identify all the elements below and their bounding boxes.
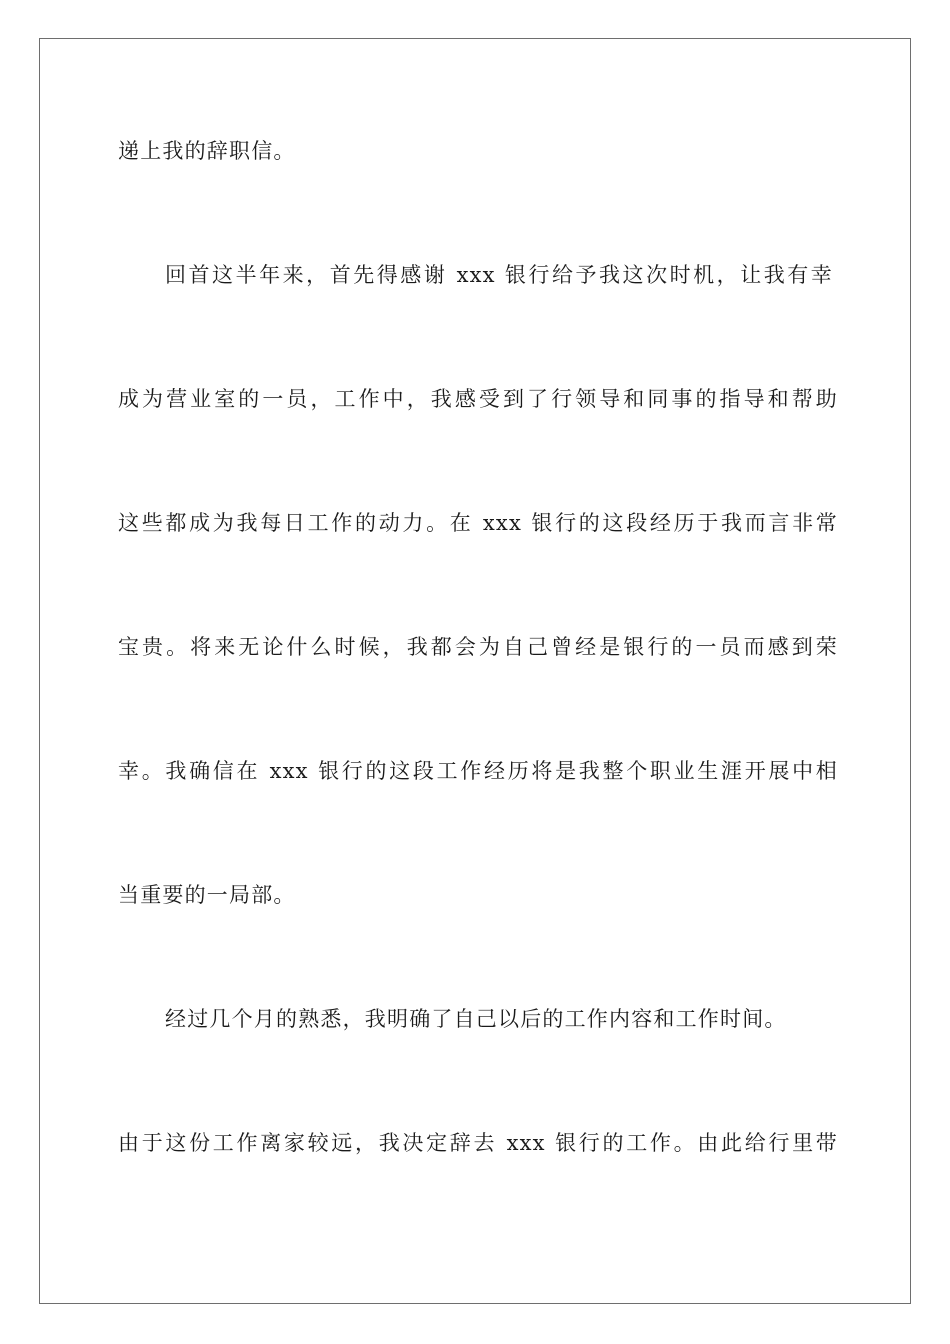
paragraph-first-line: 经过几个月的熟悉，我明确了自己以后的工作内容和工作时间。 bbox=[165, 1007, 787, 1031]
text-line: 幸。我确信在 xxx 银行的这段工作经历将是我整个职业生涯开展中相 bbox=[118, 759, 838, 783]
text-line: 这些都成为我每日工作的动力。在 xxx 银行的这段经历于我而言非常 bbox=[118, 511, 838, 535]
text-line: 当重要的一局部。 bbox=[118, 883, 296, 907]
paragraph-first-line: 回首这半年来，首先得感谢 xxx 银行给予我这次时机，让我有幸 bbox=[165, 263, 833, 287]
text-line: 递上我的辞职信。 bbox=[118, 139, 296, 163]
text-line: 宝贵。将来无论什么时候，我都会为自己曾经是银行的一员而感到荣 bbox=[118, 635, 838, 659]
page-border bbox=[39, 38, 911, 1304]
text-line: 成为营业室的一员，工作中，我感受到了行领导和同事的指导和帮助 bbox=[118, 387, 838, 411]
text-line: 由于这份工作离家较远，我决定辞去 xxx 银行的工作。由此给行里带 bbox=[118, 1131, 838, 1155]
